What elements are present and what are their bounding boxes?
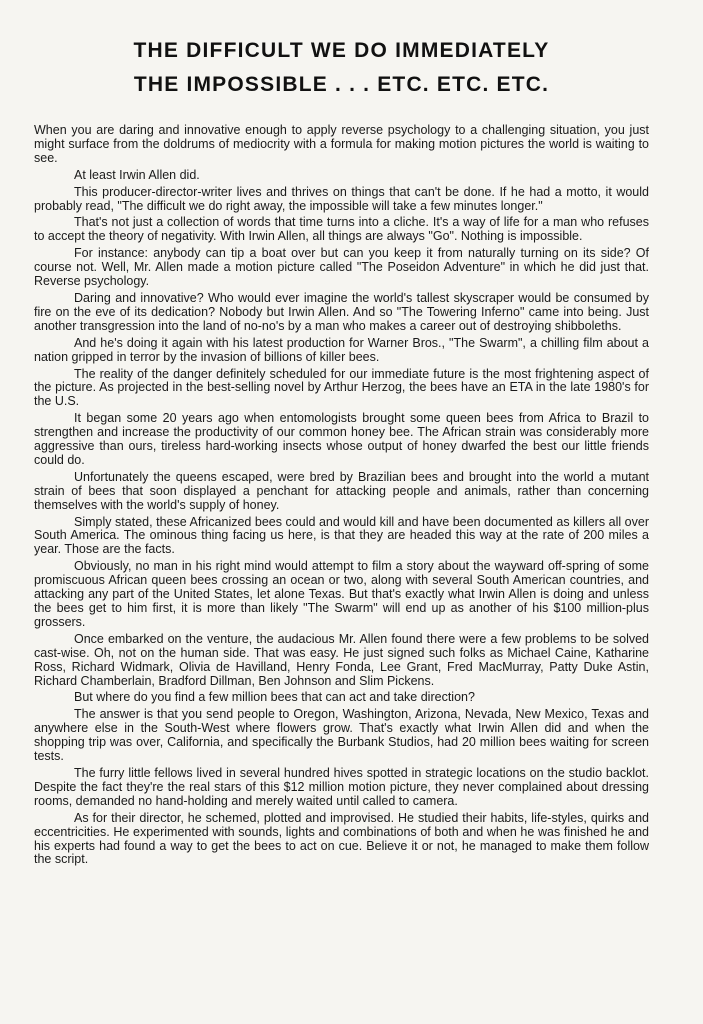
paragraph-7: And he's doing it again with his latest production for Warner Bros., "The Swarm", a chilling film about a nation gripped in terror by the invasion of billions of killer bees. xyxy=(34,335,649,364)
article-body xyxy=(34,124,649,867)
paragraph-6: Daring and innovative? Who would ever imagine the world's tallest skyscraper would be consumed by fire on the eve of its dedication? Nobody but Irwin Allen. And so "The Towering Inferno" came into being. Just another transgression into the land of no-no's by a man who makes a career out of destroying shibboleths. xyxy=(34,290,649,333)
paragraph-8: The reality of the danger definitely scheduled for our immediate future is the most frightening aspect of the picture. As projected in the best-selling novel by Arthur Herzog, the bees have an ETA in the late 1980's for the U.S. xyxy=(34,366,649,409)
paragraph-2: At least Irwin Allen did. xyxy=(74,167,200,182)
paragraph-3: This producer-director-writer lives and thrives on things that can't be done. If he had a motto, it would probably read, "The difficult we do right away, the impossible will take a few minutes longer." xyxy=(34,184,649,213)
headline-line-2: THE IMPOSSIBLE . . . ETC. ETC. ETC. xyxy=(133,73,550,96)
headline-line-1: THE DIFFICULT WE DO IMMEDIATELY xyxy=(133,39,550,62)
paragraph-11: Simply stated, these Africanized bees could and would kill and have been documented as killers all over South America. The ominous thing facing us here, is that they are headed this way at the rate of 200 miles a year. Those are the facts. xyxy=(34,514,649,557)
paragraph-9: It began some 20 years ago when entomologists brought some queen bees from Africa to Brazil to strengthen and increase the productivity of our common honey bee. The African strain was considerably more aggressive than ours, tireless hard-working insects whose output of honey dwarfed the best our little friends could do. xyxy=(34,411,649,467)
paragraph-4: That's not just a collection of words that time turns into a cliche. It's a way of life for a man who refuses to accept the theory of negativity. With Irwin Allen, all things are always "Go". Nothing is impossible. xyxy=(34,215,649,244)
paragraph-10: Unfortunately the queens escaped, were bred by Brazilian bees and brought into the world a mutant strain of bees that soon displayed a penchant for attacking people and animals, rather than concerning themselves with the world's supply of honey. xyxy=(34,469,649,512)
paragraph-12: Obviously, no man in his right mind would attempt to film a story about the wayward off-spring of some promiscuous African queen bees crossing an ocean or two, along with several South American countries, and attacking any part of the United States, let alone Texas. But that's exactly what Irwin Allen is doing and unless the bees get to him first, it is more than likely "The Swarm" will end up as another of his $100 million-plus grossers. xyxy=(34,559,649,629)
paragraph-14: But where do you find a few million bees that can act and take direction? xyxy=(74,690,475,705)
paragraph-16: The furry little fellows lived in several hundred hives spotted in strategic locations on the studio backlot. Despite the fact they're the real stars of this $12 million motion picture, they never complained about dressing rooms, demanded no hand-holding and merely waited until called to camera. xyxy=(34,765,649,808)
paragraph-1: When you are daring and innovative enough to apply reverse psychology to a challenging situation, you just might surface from the doldrums of mediocrity with a formula for making motion pictures the world is waiting to see. xyxy=(34,123,649,165)
headline xyxy=(34,34,649,102)
paragraph-13: Once embarked on the venture, the audacious Mr. Allen found there were a few problems to be solved cast-wise. Oh, not on the human side. That was easy. He just signed such folks as Michael Caine, Katharine Ross, Richard Widmark, Olivia de Havilland, Henry Fonda, Lee Grant, Fred MacMurray, Patty Duke Astin, Richard Chamberlain, Bradford Dillman, Ben Johnson and Slim Pickens. xyxy=(34,631,649,688)
paragraph-17: As for their director, he schemed, plotted and improvised. He studied their habits, life-styles, quirks and eccentricities. He experimented with sounds, lights and combinations of both and when he was finished he and his experts had found a way to get the bees to act on cue. Believe it or not, he managed to make them follow the script. xyxy=(34,810,649,867)
paragraph-5: For instance: anybody can tip a boat over but can you keep it from naturally turning on its side? Of course not. Well, Mr. Allen made a motion picture called "The Poseidon Adventure" in which he did just that. Reverse psychology. xyxy=(34,246,649,289)
paragraph-15: The answer is that you send people to Oregon, Washington, Arizona, Nevada, New Mexico, Texas and anywhere else in the South-West where flowers grow. That's exactly what Irwin Allen did and when the shopping trip was over, California, and specifically the Burbank Studios, had 20 million bees waiting for screen tests. xyxy=(34,707,649,764)
